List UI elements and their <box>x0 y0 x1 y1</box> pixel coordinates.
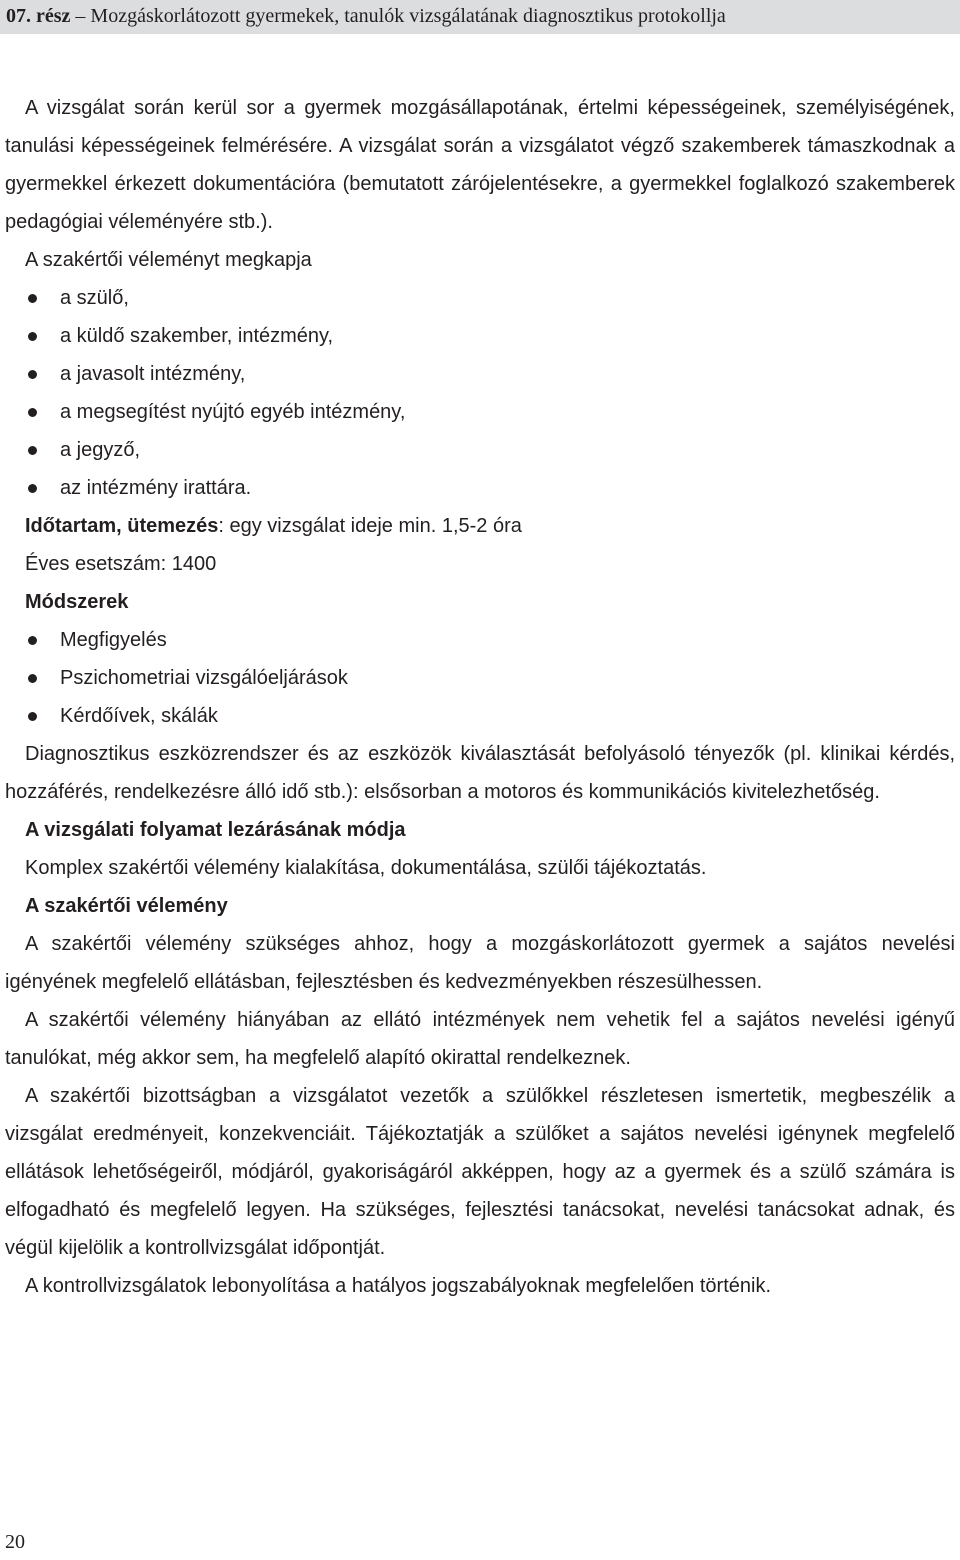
recipients-intro: A szakértői véleményt megkapja <box>25 249 312 271</box>
bullet-icon <box>28 294 37 303</box>
list-item: a javasolt intézmény, <box>5 355 955 393</box>
bullet-icon <box>28 408 37 417</box>
bullet-icon <box>28 332 37 341</box>
bullet-icon <box>28 636 37 645</box>
list-item: Pszichometriai vizsgálóeljárások <box>5 659 955 697</box>
bullet-icon <box>28 370 37 379</box>
opinion-paragraph: A szakértői vélemény hiányában az ellátó intézmények nem vehetik fel a sajátos nevelési igényű tanulókat, még akkor sem, ha megfelelő alapító okirattal rendelkeznek. <box>5 1009 955 1069</box>
closing-heading: A vizsgálati folyamat lezárásának módja <box>25 819 406 841</box>
opinion-paragraph: A szakértői bizottságban a vizsgálatot vezetők a szülőkkel részletesen ismertetik, megbeszélik a vizsgálat eredményeit, konzekvenciáit. Tájékoztatják a szülőket a sajátos nevelési igénynek megfelelő ellátások lehetőségeiről, módjáról, gyakoriságáról akképpen, hogy az a gyermek és a szülő számára is elfogadható és megfelelő legyen. Ha szükséges, fejlesztési tanácsokat, nevelési tanácsokat adnak, és végül kijelölik a kontrollvizsgálat időpontját. <box>5 1085 955 1259</box>
methods-list <box>5 621 955 735</box>
page-number: 20 <box>5 1531 25 1553</box>
list-item: az intézmény irattára. <box>5 469 955 507</box>
list-item: a küldő szakember, intézmény, <box>5 317 955 355</box>
page-body <box>5 89 955 1305</box>
bullet-icon <box>28 446 37 455</box>
recipients-list <box>5 279 955 507</box>
part-number: 07. rész <box>6 5 71 27</box>
diagnostic-paragraph: Diagnosztikus eszközrendszer és az eszközök kiválasztását befolyásoló tényezők (pl. klinikai kérdés, hozzáférés, rendelkezésre álló idő stb.): elsősorban a motoros és kommunikációs kivitelezhetőség. <box>5 743 955 803</box>
list-item: Kérdőívek, skálák <box>5 697 955 735</box>
running-header <box>0 0 960 34</box>
chapter-title: Mozgáskorlátozott gyermekek, tanulók vizsgálatának diagnosztikus protokollja <box>90 5 726 27</box>
closing-text: Komplex szakértői vélemény kialakítása, dokumentálása, szülői tájékoztatás. <box>25 857 707 879</box>
bullet-icon <box>28 712 37 721</box>
opinion-paragraph: A kontrollvizsgálatok lebonyolítása a hatályos jogszabályoknak megfelelően történik. <box>25 1275 771 1297</box>
opinion-heading: A szakértői vélemény <box>25 895 228 917</box>
list-item: a szülő, <box>5 279 955 317</box>
methods-heading: Módszerek <box>25 591 129 613</box>
duration-label: Időtartam, ütemezés <box>25 515 219 537</box>
list-item: Megfigyelés <box>5 621 955 659</box>
intro-paragraph: A vizsgálat során kerül sor a gyermek mozgásállapotának, értelmi képességeinek, személyiségének, tanulási képességeinek felmérésére. A vizsgálat során a vizsgálatot végző szakemberek támaszkodnak a gyermekkel érkezett dokumentációra (bemutatott zárójelentésekre, a gyermekkel foglalkozó szakemberek pedagógiai véleményére stb.). <box>5 97 955 233</box>
duration-value: : egy vizsgálat ideje min. 1,5-2 óra <box>218 515 522 537</box>
duration-line <box>5 507 955 545</box>
list-item: a jegyző, <box>5 431 955 469</box>
annual-cases: Éves esetszám: 1400 <box>25 553 217 575</box>
bullet-icon <box>28 484 37 493</box>
header-separator: – <box>70 5 91 27</box>
bullet-icon <box>28 674 37 683</box>
opinion-paragraph: A szakértői vélemény szükséges ahhoz, hogy a mozgáskorlátozott gyermek a sajátos nevelési igényének megfelelő ellátásban, fejlesztésben és kedvezményekben részesülhessen. <box>5 933 955 993</box>
list-item: a megsegítést nyújtó egyéb intézmény, <box>5 393 955 431</box>
